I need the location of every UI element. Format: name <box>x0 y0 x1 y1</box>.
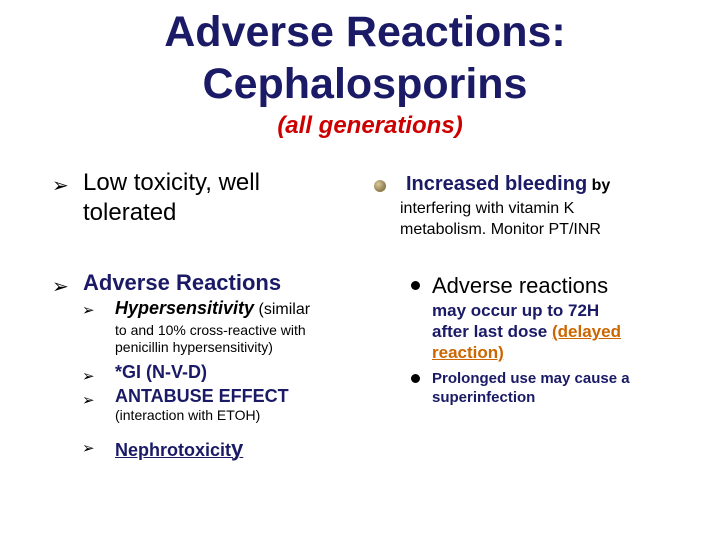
bleeding-detail <box>400 198 601 240</box>
arrow-bullet-icon: ➢ <box>82 392 95 409</box>
round-bullet-icon <box>374 180 386 192</box>
arrow-bullet-icon: ➢ <box>52 175 69 197</box>
bleeding-detail-line-2: metabolism. Monitor PT/INR <box>400 221 601 238</box>
left-item-low-toxicity <box>83 168 260 228</box>
hypersensitivity-detail <box>115 322 306 356</box>
delayed-line-1: may occur up to 72H <box>432 301 600 320</box>
delayed-line-3: reaction) <box>432 343 504 362</box>
nephrotoxicity-main: Nephrotoxicit <box>115 440 232 460</box>
arrow-bullet-icon: ➢ <box>82 440 95 457</box>
delayed-highlight: (delayed <box>552 322 621 341</box>
sub-item-nephrotoxicity <box>115 436 243 462</box>
left-item-1-line-1: Low toxicity, well <box>83 169 260 196</box>
right-item-adverse-reactions: Adverse reactions <box>432 273 609 298</box>
slide-subtitle: (all generations) <box>277 112 463 139</box>
superinfection-line-2: superinfection <box>432 389 536 406</box>
arrow-bullet-icon: ➢ <box>82 368 95 385</box>
right-item-bleeding <box>406 173 610 196</box>
left-item-adverse-reactions <box>83 270 281 296</box>
delayed-line-2 <box>432 321 621 342</box>
superinfection-line-1: Prolonged use may cause a <box>432 370 630 387</box>
left-item-1-line-2: tolerated <box>83 199 177 226</box>
sub-item-gi: *GI (N-V-D) <box>115 362 207 382</box>
delayed-reaction-text <box>432 300 621 363</box>
title-line-1: Adverse Reactions: <box>164 8 566 56</box>
arrow-bullet-icon: ➢ <box>52 276 69 298</box>
bleeding-detail-line-1: interfering with vitamin K <box>400 200 575 217</box>
hypersensitivity-detail-line-1: to and 10% cross-reactive with <box>115 322 306 338</box>
antabuse-detail: (interaction with ETOH) <box>115 407 261 423</box>
adverse-reactions-label: Adverse Reactions <box>83 270 282 295</box>
nephrotoxicity-tail: y <box>231 436 244 461</box>
dot-bullet-icon <box>411 281 420 290</box>
sub-item-antabuse: ANTABUSE EFFECT <box>115 386 289 406</box>
increased-bleeding-rest: by <box>587 177 611 194</box>
hypersensitivity-rest: (similar <box>254 301 311 318</box>
sub-item-hypersensitivity <box>115 298 310 319</box>
slide-title <box>0 6 720 110</box>
right-item-superinfection <box>432 369 630 407</box>
delayed-line-2a: after last dose <box>432 322 552 341</box>
increased-bleeding-label: Increased bleeding <box>406 173 588 195</box>
arrow-bullet-icon: ➢ <box>82 302 95 319</box>
hypersensitivity-detail-line-2: penicillin hypersensitivity) <box>115 339 273 355</box>
title-line-2: Cephalosporins <box>202 60 528 108</box>
dot-bullet-icon <box>411 374 420 383</box>
hypersensitivity-label: Hypersensitivity <box>115 298 255 318</box>
